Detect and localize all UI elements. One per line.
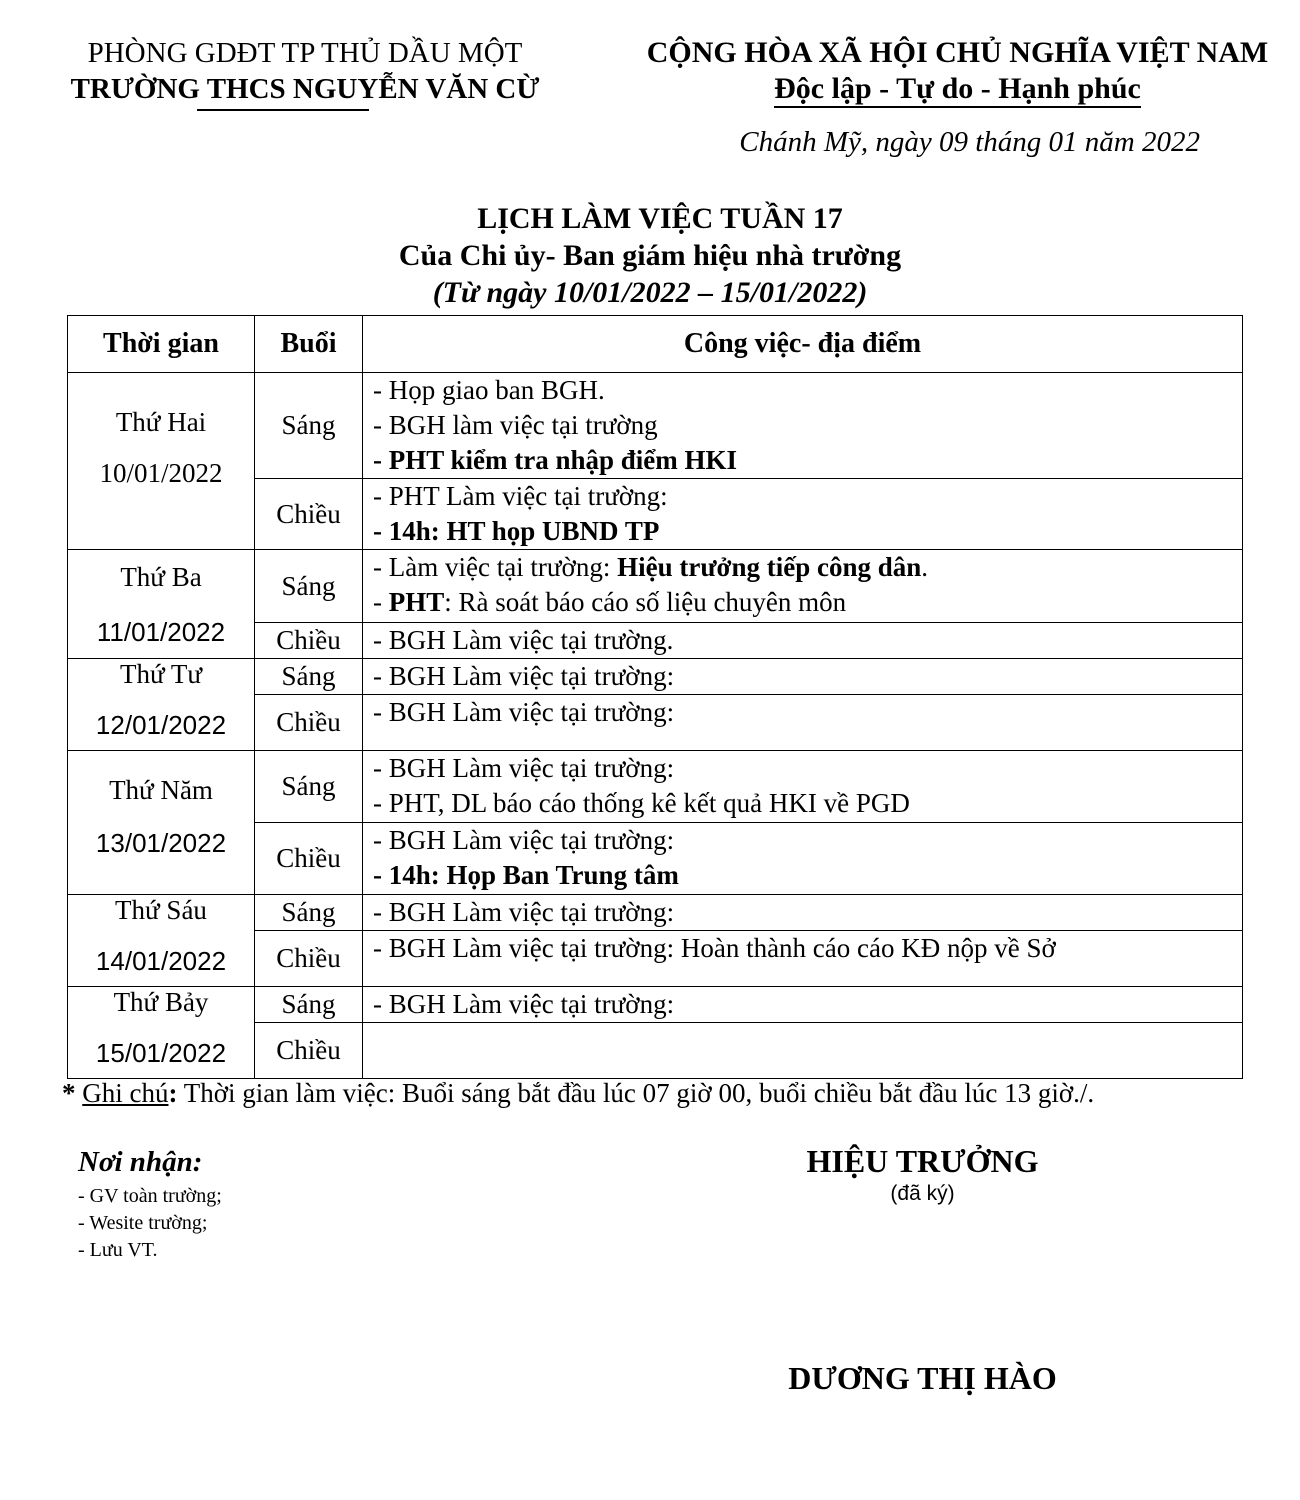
task-cell-empty bbox=[363, 1023, 1243, 1079]
motto-line bbox=[620, 71, 1295, 107]
session-afternoon: Chiều bbox=[255, 479, 363, 550]
recipient-item: - Wesite trường; bbox=[78, 1212, 208, 1234]
task-line: - 14h: HT họp UBND TP bbox=[373, 516, 660, 546]
task-line: - PHT Làm việc tại trường: bbox=[373, 481, 668, 511]
task-cell bbox=[363, 659, 1243, 695]
task-cell bbox=[363, 823, 1243, 895]
task-line bbox=[373, 550, 1242, 585]
header-session: Buổi bbox=[255, 316, 363, 373]
day-cell bbox=[68, 987, 255, 1079]
task-cell bbox=[363, 623, 1243, 659]
session-morning: Sáng bbox=[255, 751, 363, 823]
task-cell bbox=[363, 895, 1243, 931]
task-text: - bbox=[373, 587, 389, 617]
date-range: (Từ ngày 10/01/2022 – 15/01/2022) bbox=[432, 276, 868, 309]
day-cell bbox=[68, 751, 255, 895]
day-date: 12/01/2022 bbox=[95, 710, 227, 740]
day-date: 13/01/2022 bbox=[95, 828, 227, 858]
session-morning: Sáng bbox=[255, 659, 363, 695]
session-morning: Sáng bbox=[255, 895, 363, 931]
day-cell bbox=[68, 895, 255, 987]
task-line: - BGH Làm việc tại trường: bbox=[373, 697, 675, 727]
task-cell bbox=[363, 931, 1243, 987]
signer-role: HIỆU TRƯỞNG bbox=[806, 1143, 1039, 1179]
session-morning: Sáng bbox=[255, 373, 363, 479]
schedule-table bbox=[67, 315, 1243, 1079]
note-label: Ghi chú bbox=[82, 1078, 169, 1108]
table-header-row bbox=[68, 316, 1243, 373]
session-afternoon: Chiều bbox=[255, 695, 363, 751]
day-name: Thứ Ba bbox=[120, 562, 202, 592]
session-afternoon: Chiều bbox=[255, 623, 363, 659]
table-row bbox=[68, 659, 1243, 695]
day-cell bbox=[68, 373, 255, 550]
task-text-bold: PHT bbox=[388, 587, 445, 617]
table-row bbox=[68, 373, 1243, 479]
task-text: - Làm việc tại trường: bbox=[373, 552, 618, 582]
task-line: - BGH Làm việc tại trường: bbox=[373, 989, 675, 1019]
task-line: - BGH Làm việc tại trường: Hoàn thành cáo cáo KĐ nộp về Sở bbox=[373, 933, 1056, 963]
task-line: - PHT, DL báo cáo thống kê kết quả HKI về PGD bbox=[373, 788, 910, 818]
document-title: LỊCH LÀM VIỆC TUẦN 17 bbox=[477, 202, 843, 235]
table-row bbox=[68, 987, 1243, 1023]
task-text-bold: Hiệu trưởng tiếp công dân bbox=[617, 552, 922, 582]
agency-name: PHÒNG GDĐT TP THỦ DẦU MỘT bbox=[87, 37, 523, 69]
day-date: 11/01/2022 bbox=[96, 617, 226, 647]
school-name-underline bbox=[197, 109, 369, 111]
day-name: Thứ Bảy bbox=[113, 987, 209, 1017]
signer-name: DƯƠNG THỊ HÀO bbox=[788, 1360, 1057, 1396]
note-colon: : bbox=[168, 1078, 178, 1108]
recipients-heading: Nơi nhận: bbox=[78, 1146, 203, 1178]
recipients-block bbox=[78, 1146, 222, 1264]
task-line: - BGH làm việc tại trường bbox=[373, 410, 658, 440]
header-tasks: Công việc- địa điểm bbox=[363, 316, 1243, 373]
session-morning: Sáng bbox=[255, 550, 363, 623]
country-name: CỘNG HÒA XÃ HỘI CHỦ NGHĨA VIỆT NAM bbox=[646, 36, 1269, 69]
day-cell bbox=[68, 550, 255, 659]
task-cell bbox=[363, 373, 1243, 479]
document-title-block bbox=[0, 200, 1300, 311]
issuing-agency-block bbox=[40, 35, 570, 111]
document-subtitle: Của Chi ủy- Ban giám hiệu nhà trường bbox=[398, 239, 902, 272]
task-line: - BGH Làm việc tại trường. bbox=[373, 625, 674, 655]
task-line: - BGH Làm việc tại trường: bbox=[373, 825, 675, 855]
task-cell bbox=[363, 550, 1243, 623]
footnote bbox=[62, 1078, 1094, 1109]
day-name: Thứ Hai bbox=[115, 407, 207, 437]
task-line: - BGH Làm việc tại trường: bbox=[373, 753, 675, 783]
day-name: Thứ Năm bbox=[109, 775, 213, 805]
task-line bbox=[373, 585, 1242, 620]
table-row bbox=[68, 550, 1243, 623]
note-text: Thời gian làm việc: Buổi sáng bắt đầu lúc 07 giờ 00, buổi chiều bắt đầu lúc 13 giờ./. bbox=[177, 1078, 1095, 1108]
task-line: - BGH Làm việc tại trường: bbox=[373, 897, 675, 927]
recipient-item: - GV toàn trường; bbox=[78, 1185, 222, 1207]
task-line: - 14h: Họp Ban Trung tâm bbox=[373, 860, 679, 890]
school-name: TRƯỜNG THCS NGUYỄN VĂN CỪ bbox=[70, 73, 540, 105]
session-afternoon: Chiều bbox=[255, 823, 363, 895]
header-time: Thời gian bbox=[68, 316, 255, 373]
day-date: 14/01/2022 bbox=[95, 946, 227, 976]
national-motto-block bbox=[620, 35, 1295, 107]
table-row bbox=[68, 895, 1243, 931]
session-afternoon: Chiều bbox=[255, 1023, 363, 1079]
motto: Độc lập - Tự do - Hạnh phúc bbox=[774, 72, 1141, 108]
task-text: : Rà soát báo cáo số liệu chuyên môn bbox=[444, 587, 847, 617]
day-date: 15/01/2022 bbox=[95, 1038, 227, 1068]
session-morning: Sáng bbox=[255, 987, 363, 1023]
note-star: * bbox=[62, 1078, 76, 1108]
signed-status: (đã ký) bbox=[890, 1182, 955, 1205]
signature-block bbox=[760, 1143, 1085, 1206]
session-afternoon: Chiều bbox=[255, 931, 363, 987]
task-line: - Họp giao ban BGH. bbox=[373, 375, 605, 405]
table-row bbox=[68, 751, 1243, 823]
task-cell bbox=[363, 751, 1243, 823]
day-name: Thứ Sáu bbox=[115, 895, 207, 925]
recipient-item: - Lưu VT. bbox=[78, 1239, 158, 1261]
task-cell bbox=[363, 987, 1243, 1023]
task-line: - PHT kiểm tra nhập điểm HKI bbox=[373, 445, 738, 475]
issue-date: Chánh Mỹ, ngày 09 tháng 01 năm 2022 bbox=[739, 126, 1200, 158]
day-name: Thứ Tư bbox=[119, 659, 202, 689]
day-cell bbox=[68, 659, 255, 751]
task-cell bbox=[363, 695, 1243, 751]
task-line: - BGH Làm việc tại trường: bbox=[373, 661, 675, 691]
task-text: . bbox=[921, 552, 929, 582]
day-date: 10/01/2022 bbox=[99, 458, 223, 488]
task-cell bbox=[363, 479, 1243, 550]
